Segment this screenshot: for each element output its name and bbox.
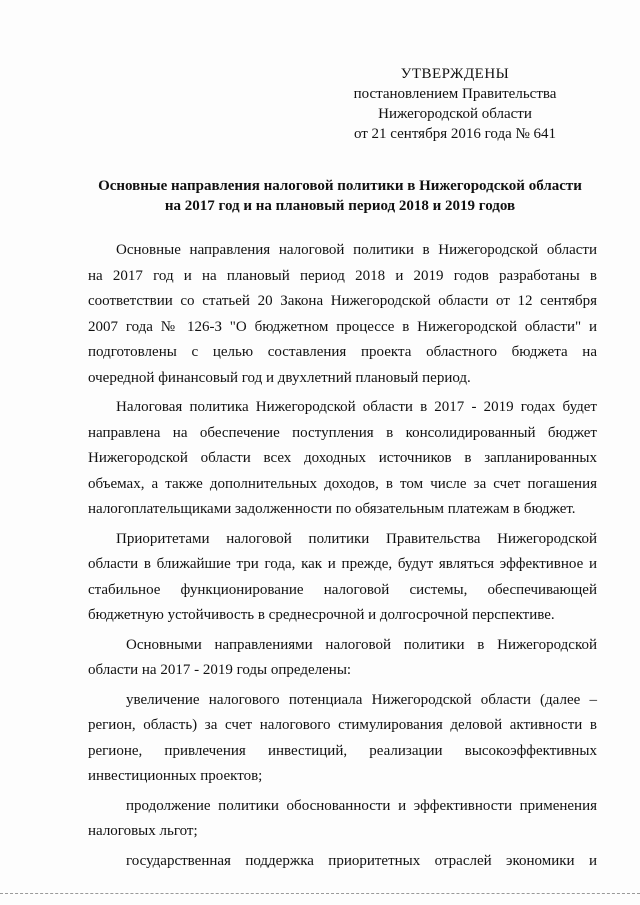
text-line: увеличение налогового потенциала Нижегородской области (далее – <box>126 691 597 708</box>
document-title <box>70 176 610 216</box>
page-bottom-edge <box>0 893 640 894</box>
text-line: направлена на обеспечение поступления в консолидированный бюджет <box>88 424 597 441</box>
text-line: Основные направления налоговой политики в Нижегородской области <box>116 242 597 258</box>
text-line: регионе, привлечения инвестиций, реализации высокоэффективных <box>88 742 597 759</box>
text-line: области на 2017 - 2019 годы определены: <box>88 662 352 678</box>
list-item <box>88 688 597 790</box>
text-line: Основными направлениями налоговой политики в Нижегородской <box>126 636 597 653</box>
text-line: Нижегородской области всех доходных источников в запланированных <box>88 450 597 466</box>
title-line: Основные направления налоговой политики в Нижегородской области <box>98 178 582 194</box>
text-line: подготовлены с целью составления проекта областного бюджета на <box>88 344 597 360</box>
text-line: очередной финансовый год и двухлетний плановый период. <box>88 369 471 386</box>
approval-stamp <box>340 64 570 144</box>
text-line: стабильное функционирование налоговой системы, обеспечивающей <box>88 581 597 598</box>
document-body <box>88 238 597 874</box>
paragraph <box>88 395 597 523</box>
text-line: государственная поддержка приоритетных отраслей экономики и <box>126 852 597 869</box>
title-line: на 2017 год и на плановый период 2018 и 2019 годов <box>164 198 516 214</box>
text-line: Налоговая политика Нижегородской области в 2017 - 2019 годах будет <box>116 399 597 415</box>
list-item <box>88 849 597 875</box>
text-line: на 2017 год и на плановый период 2018 и 2019 годов разработаны в <box>88 267 597 284</box>
text-line: налогоплательщиками задолженности по обязательным платежам в бюджет. <box>88 501 576 517</box>
text-line: инвестиционных проектов; <box>88 768 263 784</box>
text-line: соответствии со статьей 20 Закона Нижегородской области от 12 сентября <box>88 293 597 309</box>
text-line: Приоритетами налоговой политики Правительства Нижегородской <box>116 530 597 547</box>
list-item <box>88 794 597 845</box>
approval-line: постановлением Правительства <box>353 86 557 102</box>
text-line: продолжение политики обоснованности и эффективности применения <box>126 797 597 814</box>
paragraph <box>88 238 597 391</box>
text-line: области в ближайшие три года, как и прежде, будут являться эффективное и <box>88 556 597 572</box>
text-line: бюджетную устойчивость в среднесрочной и долгосрочной перспективе. <box>88 607 555 623</box>
paragraph <box>88 633 597 684</box>
text-line: регион, область) за счет налогового стимулирования деловой активности в <box>88 717 597 733</box>
text-line: объемах, а также дополнительных доходов, в том числе за счет погашения <box>88 475 597 492</box>
approval-date-line: от 21 сентября 2016 года № 641 <box>353 126 557 142</box>
paragraph <box>88 527 597 629</box>
approval-line: Нижегородской области <box>378 106 532 122</box>
text-line: налоговых льгот; <box>88 823 198 839</box>
approval-heading: УТВЕРЖДЕНЫ <box>400 66 510 82</box>
text-line: 2007 года № 126-З "О бюджетном процессе в Нижегородской области" и <box>88 318 597 335</box>
